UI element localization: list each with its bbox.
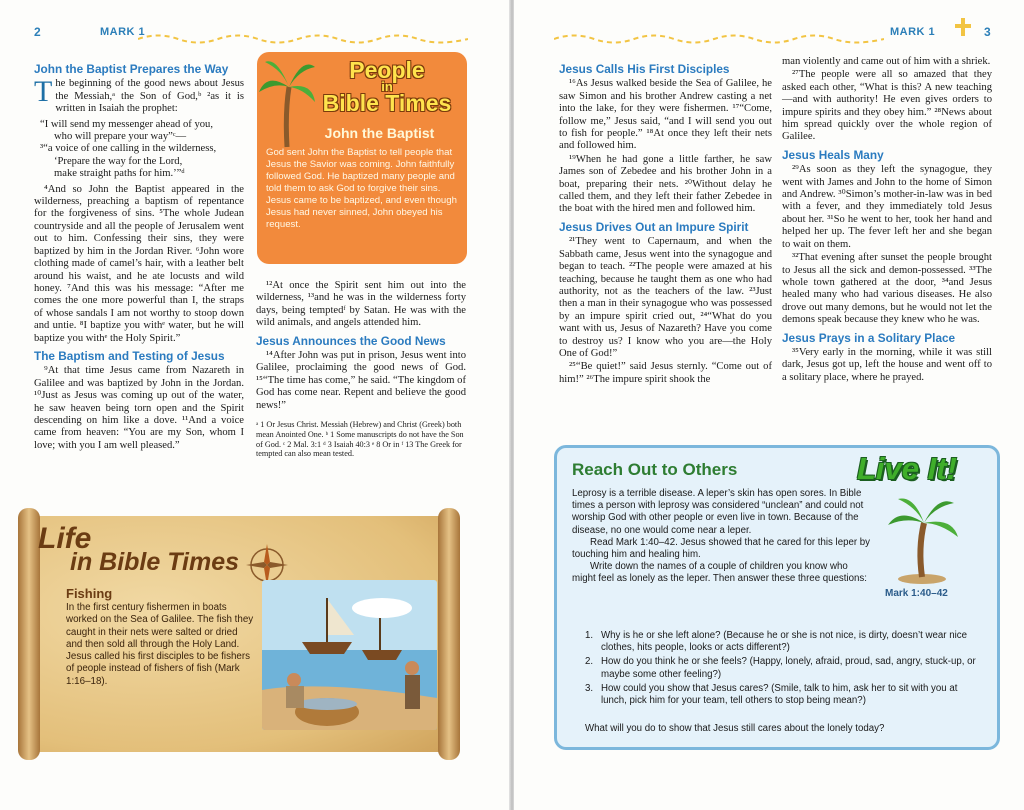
verse-paragraph: ⁴And so John the Baptist appeared in the wilderness, preaching a baptism of repentance for the forgiveness of sins. ⁵The whole Judean countryside and all the people of Jerusalem went out to him. Confessing their sins, they were baptized by him in the Jordan River. ⁶John wore clothing made of camel’s hair, with a leather belt around his waist, and he ate locusts and wild honey. ⁷And this was his message: “After me comes the one more powerful than I, the straps of whose sandals I am not worthy to stoop down and untie. ⁸I baptize you withᵉ water, but he will baptize you withᵉ the Holy Spirit.” (34, 183, 244, 344)
cross-icon (952, 16, 974, 38)
scroll-roll-right (438, 508, 460, 760)
verse-paragraph: ¹²At once the Spirit sent him out into the wilderness, ¹³and he was in the wilderness forty days, being temptedᶠ by Satan. He was with the wild animals, and angels attended him. (256, 280, 466, 329)
reach-title: Reach Out to Others (572, 460, 738, 479)
left-column-2 (256, 280, 466, 459)
right-page (514, 0, 1024, 810)
reach-out-box (554, 445, 1000, 750)
footnotes: ᵃ 1 Or Jesus Christ. Messiah (Hebrew) and Christ (Greek) both mean Anointed One. ᵇ 1 Some manuscripts do not have the Son of God. ᶜ 2 Mal. 3:1 ᵈ 3 Isaiah 40:3 ᵉ 8 Or in ᶠ 13 The Greek for tempted can also mean tested. (256, 420, 464, 459)
wave-divider-left (138, 30, 468, 48)
question-item: 2. How do you think he or she feels? (Happy, lonely, afraid, proud, sad, angry, stuck-up, or maybe some other feeling?) (585, 656, 976, 680)
wave-divider-right (554, 30, 884, 48)
life-in-bible-times-scroll (18, 508, 460, 760)
verse-paragraph: ¹⁴After John was put in prison, Jesus went into Galilee, proclaiming the good news of God. ¹⁵“The time has come,” he said. “The kingdom of God has come near. Repent and believe the good news!” (256, 350, 466, 411)
section-heading: Jesus Calls His First Disciples (559, 62, 730, 76)
section-heading: Jesus Drives Out an Impure Spirit (559, 219, 749, 234)
verse-paragraph: ⁹At that time Jesus came from Nazareth in Galilee and was baptized by John in the Jordan. ¹⁰Just as Jesus was coming up out of the water, he saw heaven being torn open and the Spirit descending on him like a dove. ¹¹And a voice came from heaven: “You are my Son, whom I love; with you I am well pleased.” (34, 365, 244, 451)
reach-paragraph: Write down the names of a couple of children you know who might feel as lonely as the leper. Then answer these three questions: (572, 561, 867, 585)
verse-paragraph: man violently and came out of him with a shriek. (782, 56, 991, 67)
reach-closing: What will you do to show that Jesus still cares about the lonely today? (585, 723, 885, 734)
reach-paragraph: Read Mark 1:40–42. Jesus showed that he cared for this leper by touching him and healing him. (572, 536, 871, 561)
palm-island-icon (882, 493, 962, 585)
section-heading: John the Baptist Prepares the Way (34, 62, 229, 76)
verse-paragraph: ³⁵Very early in the morning, while it was still dark, Jesus got up, left the house and went off to a solitary place, where he prayed. (782, 346, 992, 383)
people-in-bible-times-box (257, 52, 467, 264)
page-number-right: 3 (984, 25, 991, 39)
question-list (585, 630, 985, 709)
left-page (0, 0, 510, 810)
running-head-right: MARK 1 (890, 26, 936, 38)
verse-paragraph: ²⁷The people were all so amazed that they asked each other, “What is this? A new teaching—and with authority! He even gives orders to impure spirits and they obey him.” ²⁸News about him spread quickly over the whole region of Galilee. (782, 69, 992, 143)
verse-paragraph: ¹⁹When he had gone a little farther, he saw James son of Zebedee and his brother John in a boat, preparing their nets. ²⁰Without delay he called them, and they left their father Zebedee in the boat with the hired men and followed him. (559, 153, 772, 215)
question-item: 1. Why is he or she left alone? (Because he or she is not nice, is dirty, doesn’t wear nice clothes, hits people, looks or acts different?) (585, 630, 967, 654)
section-heading: The Baptism and Testing of Jesus (34, 348, 225, 363)
quotation-poem: “I will send my messenger ahead of you, who will prepare your way”ᶜ— ³“a voice of one calling in the wilderness, ‘Prepare the way for the Lord, make straight paths for him.’”ᵈ (40, 118, 217, 180)
fishing-scene-illustration (262, 580, 437, 730)
verse-paragraph: ²⁹As soon as they left the synagogue, they went with James and John to the home of Simon and Andrew. ³⁰Simon’s mother-in-law was in bed with a fever, and they immediately told Jesus about her. ³¹So he went to her, took her hand and helped her up. The fever left her and she began to wait on them. (782, 164, 992, 250)
verse-paragraph: ¹⁶As Jesus walked beside the Sea of Galilee, he saw Simon and his brother Andrew casting a net into the lake, for they were fishermen. ¹⁷“Come, follow me,” Jesus said, “and I will send you out to fish for people.” ¹⁸At once they left their nets and followed him. (559, 78, 772, 152)
verse-paragraph: ³²That evening after sunset the people brought to Jesus all the sick and demon-possessed. ³³The whole town gathered at the door, ³⁴and Jesus healed many who had various diseases. He also drove out many demons, but he would not let the demons speak because they knew who he was. (782, 252, 992, 326)
verse-paragraph: ²¹They went to Capernaum, and when the Sabbath came, Jesus went into the synagogue and began to teach. ²²The people were amazed at his teaching, because he taught them as one who had authority, not as the teachers of the law. ²³Just then a man in their synagogue who was possessed by an impure spirit cried out, ²⁴“What do you want with us, Jesus of Nazareth? Have you come to destroy us? I know who you are—the Holy One of God!” (559, 236, 772, 359)
live-it-reference: Mark 1:40–42 (885, 588, 948, 599)
verse-paragraph: ²⁵“Be quiet!” said Jesus sternly. “Come out of him!” ²⁶The impure spirit shook the (559, 361, 772, 385)
people-subtitle: John the Baptist (324, 125, 435, 141)
right-column-1 (559, 58, 772, 387)
section-heading: Jesus Announces the Good News (256, 333, 446, 348)
left-column-1 (34, 58, 244, 453)
section-heading: Jesus Heals Many (782, 147, 884, 162)
right-column-2 (782, 56, 992, 385)
question-item: 3. How could you show that Jesus cares? (Smile, talk to him, ask her to sit with you at lunch, pick him for your team, tell others to stop being mean?) (585, 682, 958, 707)
page-number-left: 2 (34, 25, 41, 39)
people-title: People in Bible Times (322, 57, 452, 116)
verse-paragraph: The beginning of the good news about Jesus the Messiah,ᵃ the Son of God,ᵇ ²as it is written in Isaiah the prophet: (34, 75, 244, 115)
scroll-roll-left (18, 508, 40, 760)
life-title-2: in Bible Times (70, 548, 240, 576)
drop-cap: T (34, 75, 53, 109)
running-head-left: MARK 1 (100, 26, 146, 38)
reach-paragraph: Leprosy is a terrible disease. A leper’s skin has open sores. In Bible times a person with leprosy was considered “unclean” and could not worship God with other people or even live in town. Because of the disease, no one would come near a leper. (572, 488, 864, 536)
people-text: God sent John the Baptist to tell people that Jesus the Savior was coming. John faithfully followed God. He baptized many people and told them to ask God to forgive their sins. Jesus came to be baptized, and even though Jesus had never sinned, John obeyed his request. (266, 147, 457, 230)
reach-body (572, 488, 872, 586)
life-title-1: Life (38, 522, 92, 555)
section-heading: Jesus Prays in a Solitary Place (782, 330, 956, 345)
life-text: In the first century fishermen in boats worked on the Sea of Galilee. The fish they caught in their nets were salted or dried and then sold all through the Holy Land. Jesus called his first disciples to be fishers of people instead of fishers of fish (Mark 1:16–18). (66, 602, 254, 687)
live-it-badge: Live It! (857, 451, 957, 486)
life-subtitle: Fishing (66, 586, 113, 601)
